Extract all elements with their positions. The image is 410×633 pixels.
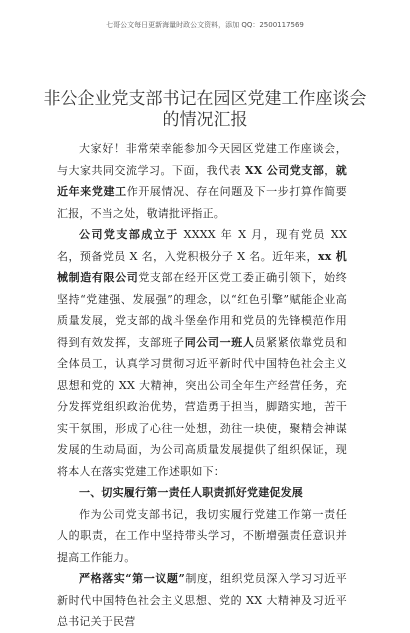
paragraph-duty: 作为公司党支部书记，我切实履行党建工作第一责任人的职责，在工作中坚持带头学习，不断增强责任意识并提高工作能力。: [57, 507, 347, 564]
p1-text-a: 大家好！非常荣幸能参加今天园区党建工作座谈会，与大家共同交流学习。下面，我代表: [57, 142, 347, 177]
p2-bold-company-name: xx 机械制造有限公司: [57, 249, 347, 284]
p2-text-f: 员紧紧依靠党员和全体员工，认真学习贯彻习近平新时代中国特色社会主义思想和党的 XX 大精神，突出公司全年生产经营任务，充分发挥党组织政治优势，营造勇于担当，脚踏实地，苦干实干氛围，形成了心往一处想，劲往一块使，聚精会神谋发展的生动局面，为公司高质量发展提供了组织保证，现将本人在落实党建工作述职如下：: [57, 335, 347, 478]
p2-text-d: 党支部在经开区党工委正确引领下，始终坚持“党建强、发展强”的理念，以“红色引擎”赋能企业高质量发展，党支部的战斗堡垒作用和党员的先锋模范作用得到有效发挥，支部班子: [57, 271, 347, 349]
p2-bold-founded: 公司党支部成立于: [79, 228, 179, 241]
p1-text-c: ，: [324, 163, 336, 177]
paragraph-greeting: [57, 138, 347, 224]
p1-text-e: 作开展情况、存在问题及下一步打算作简要汇报，不当之处，敬请批评指正。: [57, 185, 347, 220]
page-header-note: 七哥公文每日更新海量时政公文资料，添加 QQ：2500117569: [106, 21, 304, 29]
p4-text-b: 制度，组织党员深入学习习近平新时代中国特色社会主义思想、党的 XX 大精神及习近平总书记关于民营: [57, 572, 347, 628]
p4-bold-first-topic: 严格落实“第一议题”: [79, 572, 185, 585]
p1-bold-company: XX 公司党支部: [245, 163, 325, 177]
document-body: [57, 138, 347, 633]
paragraph-first-topic: [57, 568, 347, 633]
paragraph-overview: [57, 224, 347, 482]
p2-bold-team: 同公司一班人: [184, 335, 255, 349]
document-title: 非公企业党支部书记在园区党建工作座谈会的情况汇报: [43, 89, 367, 131]
section-heading-1: 一、切实履行第一责任人职责抓好党建促发展: [79, 486, 303, 499]
p1-bold-topic: 就近年来党建工: [57, 163, 347, 198]
p2-text-b: XXXX 年 X 月，现有党员 XX 名，预备党员 X 名，入党积极分子 X 名。近年来，: [57, 228, 347, 263]
